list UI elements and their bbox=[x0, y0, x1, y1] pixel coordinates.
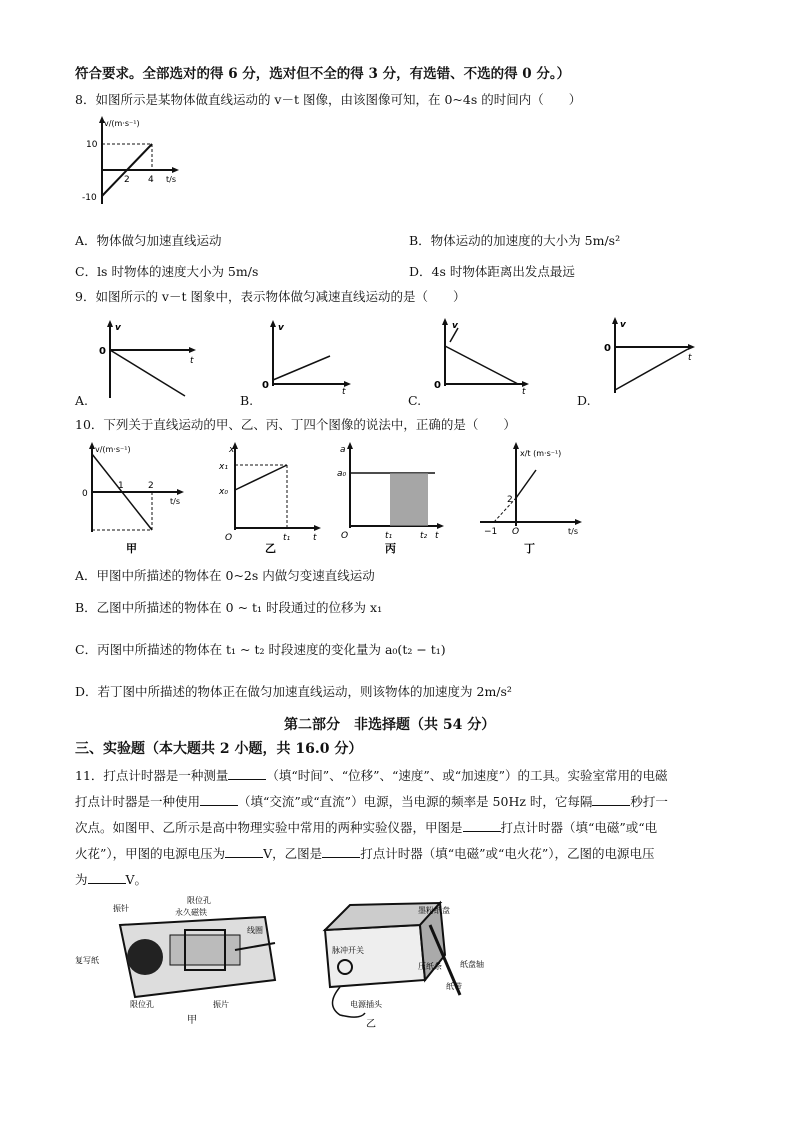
q10-option-d: D．若丁图中所描述的物体正在做匀加速直线运动，则该物体的加速度为 2m/s² bbox=[75, 684, 512, 699]
svg-text:振片: 振片 bbox=[213, 1000, 229, 1009]
q8-option-d: D．4s 时物体距离出发点最远 bbox=[409, 264, 575, 279]
figure-jia-caption: 甲 bbox=[187, 1015, 197, 1026]
svg-text:t/s: t/s bbox=[170, 497, 180, 506]
svg-text:t/s: t/s bbox=[568, 527, 578, 536]
figure-yi-caption: 乙 bbox=[366, 1019, 376, 1030]
svg-text:x: x bbox=[229, 445, 235, 455]
svg-text:t: t bbox=[522, 387, 526, 397]
svg-text:限位孔: 限位孔 bbox=[187, 896, 211, 905]
q9-graph-d bbox=[600, 315, 700, 400]
svg-text:纸带: 纸带 bbox=[446, 982, 462, 991]
q10-graph-yi bbox=[215, 440, 325, 560]
svg-text:永久磁铁: 永久磁铁 bbox=[175, 908, 207, 917]
svg-text:v: v bbox=[620, 320, 626, 330]
svg-text:v: v bbox=[278, 323, 284, 333]
q11-blank-6[interactable] bbox=[322, 845, 360, 858]
svg-text:复写纸: 复写纸 bbox=[75, 956, 99, 965]
q11-blank-2[interactable] bbox=[200, 793, 238, 806]
svg-text:0: 0 bbox=[604, 343, 611, 354]
svg-text:0: 0 bbox=[82, 489, 88, 499]
svg-text:2: 2 bbox=[148, 481, 154, 491]
q11-blank-5[interactable] bbox=[225, 845, 263, 858]
figure-yi-spark-timer bbox=[310, 895, 510, 1035]
svg-text:v: v bbox=[452, 321, 458, 331]
svg-text:压纸条: 压纸条 bbox=[418, 962, 442, 971]
svg-text:v: v bbox=[115, 323, 121, 333]
q11-line3: 次点。如图甲、乙所示是高中物理实验中常用的两种实验仪器，甲图是 打点计时器（填“电磁”或“电 bbox=[75, 820, 658, 835]
q8-x2: 2 bbox=[124, 175, 130, 185]
q9-label-c: C. bbox=[408, 393, 422, 408]
q9-stem: 9．如图所示的 v－t 图象中，表示物体做匀减速直线运动的是（ ） bbox=[75, 289, 466, 304]
q11-line5: 为 V。 bbox=[75, 872, 148, 887]
svg-text:O: O bbox=[512, 527, 520, 537]
q10-graph-ding bbox=[478, 440, 593, 560]
section3-title: 三、实验题（本大题共 2 小题，共 16.0 分） bbox=[75, 741, 363, 757]
q8-ybottom: -10 bbox=[82, 193, 97, 203]
q8-option-c: C．ls 时物体的速度大小为 5m/s bbox=[75, 264, 259, 279]
svg-text:t: t bbox=[313, 533, 317, 543]
svg-text:a: a bbox=[340, 445, 346, 455]
svg-text:−1: −1 bbox=[484, 527, 498, 537]
q10-option-a: A．甲图中所描述的物体在 0~2s 内做匀变速直线运动 bbox=[75, 568, 375, 583]
q9-graph-a bbox=[95, 318, 205, 403]
svg-text:t: t bbox=[435, 531, 439, 541]
part2-title: 第二部分 非选择题（共 54 分） bbox=[284, 717, 496, 733]
q10-graph-bing bbox=[335, 440, 450, 560]
q10-caption-yi: 乙 bbox=[265, 542, 276, 555]
q9-label-d: D. bbox=[577, 393, 591, 408]
q8-ylabel: v/(m·s⁻¹) bbox=[104, 119, 140, 128]
q10-option-c: C．丙图中所描述的物体在 t₁ ~ t₂ 时段速度的变化量为 a₀(t₂ − t₁) bbox=[75, 642, 446, 657]
q8-x4: 4 bbox=[148, 175, 154, 185]
svg-text:t: t bbox=[190, 356, 194, 366]
q8-ytop: 10 bbox=[86, 140, 98, 150]
svg-text:O: O bbox=[225, 533, 233, 543]
svg-text:0: 0 bbox=[99, 346, 106, 357]
svg-text:x₁: x₁ bbox=[219, 462, 228, 472]
q11-line1: 11．打点计时器是一种测量 （填“时间”、“位移”、“速度”、或“加速度”）的工具。实验室常用的电磁 bbox=[75, 768, 668, 783]
q11-blank-4[interactable] bbox=[463, 819, 501, 832]
q11-blank-7[interactable] bbox=[88, 871, 126, 884]
q10-caption-bing: 丙 bbox=[385, 542, 396, 555]
svg-text:振针: 振针 bbox=[113, 904, 129, 913]
q10-caption-ding: 丁 bbox=[524, 542, 535, 555]
svg-text:v/(m·s⁻¹): v/(m·s⁻¹) bbox=[95, 445, 131, 454]
svg-text:脉冲开关: 脉冲开关 bbox=[332, 946, 364, 955]
svg-text:0: 0 bbox=[262, 380, 269, 391]
q10-option-b: B．乙图中所描述的物体在 0 ~ t₁ 时段通过的位移为 x₁ bbox=[75, 600, 383, 615]
instruction-line: 符合要求。全部选对的得 6 分，选对但不全的得 3 分，有选错、不选的得 0 分。） bbox=[75, 66, 571, 82]
svg-text:t₁: t₁ bbox=[385, 531, 393, 541]
svg-text:0: 0 bbox=[434, 380, 441, 391]
q11-line4: 火花”），甲图的电源电压为 V，乙图是 打点计时器（填“电磁”或“电火花”），乙图的电源电压 bbox=[75, 846, 655, 861]
q8-vt-graph bbox=[80, 112, 190, 212]
q9-label-a: A. bbox=[75, 393, 89, 408]
q8-option-b: B．物体运动的加速度的大小为 5m/s² bbox=[409, 233, 621, 248]
q11-blank-3[interactable] bbox=[592, 793, 630, 806]
q10-graph-jia bbox=[80, 440, 190, 560]
q9-graph-c bbox=[430, 316, 535, 397]
q9-graph-b bbox=[258, 318, 358, 397]
q10-caption-jia: 甲 bbox=[126, 542, 137, 555]
svg-text:电源插头: 电源插头 bbox=[350, 1000, 382, 1009]
q10-stem: 10．下列关于直线运动的甲、乙、丙、丁四个图像的说法中，正确的是（ ） bbox=[75, 417, 516, 432]
q9-label-b: B. bbox=[240, 393, 254, 408]
svg-text:t: t bbox=[342, 387, 346, 397]
svg-text:x₀: x₀ bbox=[219, 487, 228, 497]
svg-text:O: O bbox=[341, 531, 349, 541]
svg-text:2: 2 bbox=[507, 495, 513, 505]
q11-line2: 打点计时器是一种使用 （填“交流”或“直流”）电源，当电源的频率是 50Hz 时，它每隔 秒打一 bbox=[75, 794, 668, 809]
q8-stem: 8．如图所示是某物体做直线运动的 v－t 图像，由该图像可知，在 0~4s 的时间内（ ） bbox=[75, 92, 582, 107]
svg-text:纸盘轴: 纸盘轴 bbox=[460, 960, 484, 969]
svg-text:1: 1 bbox=[118, 481, 124, 491]
q11-blank-1[interactable] bbox=[228, 767, 266, 780]
svg-text:限位孔: 限位孔 bbox=[130, 1000, 154, 1009]
svg-text:t₂: t₂ bbox=[420, 531, 428, 541]
figure-jia-electromagnetic-timer bbox=[75, 895, 285, 1025]
svg-text:墨粉纸盘: 墨粉纸盘 bbox=[418, 906, 450, 915]
svg-text:a₀: a₀ bbox=[337, 469, 347, 479]
svg-text:t₁: t₁ bbox=[283, 533, 291, 543]
svg-text:线圈: 线圈 bbox=[247, 926, 263, 935]
q8-option-a: A．物体做匀加速直线运动 bbox=[75, 233, 222, 248]
svg-text:t: t bbox=[688, 353, 692, 363]
q8-xlabel: t/s bbox=[166, 175, 176, 184]
svg-text:x/t (m·s⁻¹): x/t (m·s⁻¹) bbox=[520, 449, 562, 458]
